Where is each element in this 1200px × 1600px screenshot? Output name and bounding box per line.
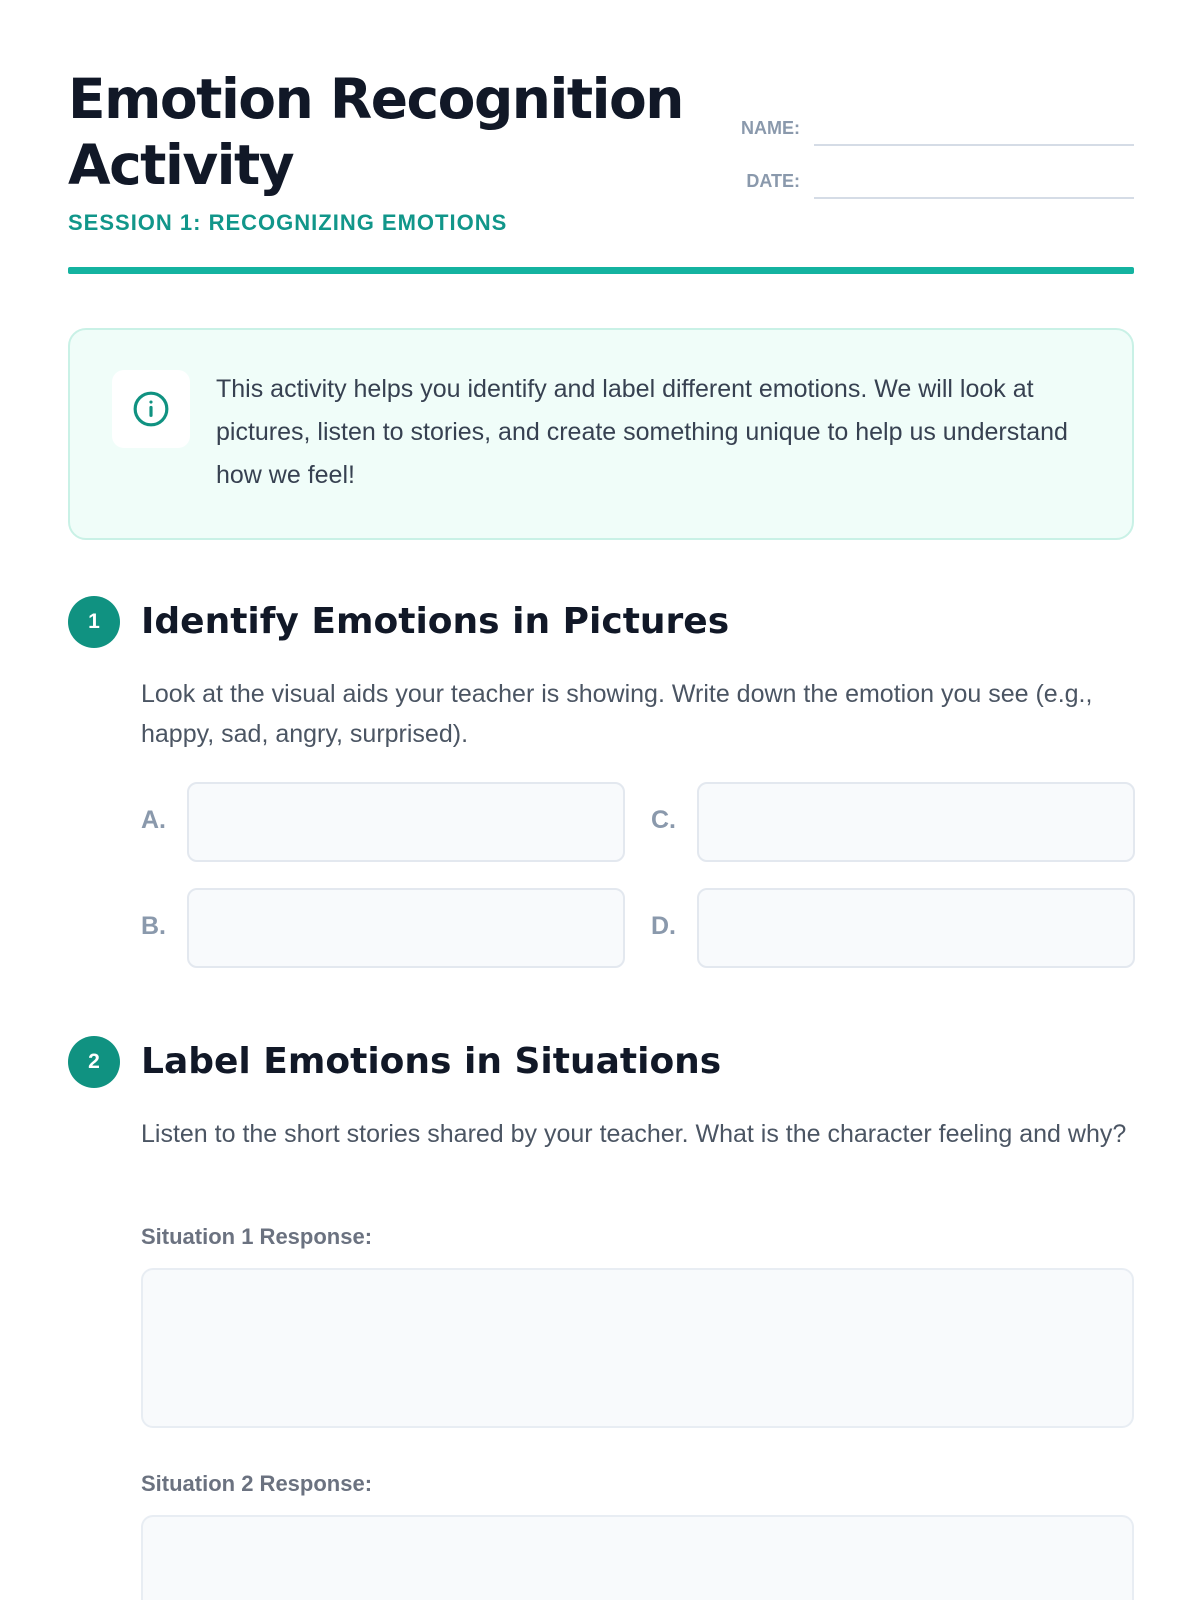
date-label: DATE:: [746, 171, 800, 191]
page-title: Emotion Recognition Activity: [68, 67, 683, 197]
situation-1-label: Situation 1 Response:: [141, 1224, 373, 1249]
student-info-fields: [714, 110, 1134, 216]
name-field-row: [714, 110, 1134, 163]
section-number-badge: 2: [68, 1036, 120, 1088]
section-title: Identify Emotions in Pictures: [141, 601, 730, 642]
section-label-emotions: [68, 1036, 1134, 1600]
picture-answers-grid: [141, 782, 1134, 968]
situation-2-response-input[interactable]: [141, 1515, 1134, 1600]
name-field[interactable]: [814, 144, 1134, 146]
info-icon-container: [112, 370, 190, 448]
situation-2-label: Situation 2 Response:: [141, 1471, 373, 1496]
answer-item-b: [141, 888, 637, 968]
session-subtitle: SESSION 1: RECOGNIZING EMOTIONS: [68, 210, 508, 235]
section-description: Listen to the short stories shared by your teacher. What is the character feeling and why?: [141, 1120, 1127, 1148]
section-number-badge: 1: [68, 596, 120, 648]
date-field[interactable]: [814, 197, 1134, 199]
answer-input-a[interactable]: [187, 782, 625, 862]
answer-input-c[interactable]: [697, 782, 1135, 862]
worksheet-page: [68, 0, 1134, 1600]
section-identify-emotions: [68, 596, 1134, 976]
answer-letter: C.: [651, 806, 676, 834]
section-title: Label Emotions in Situations: [141, 1041, 722, 1082]
answer-letter: D.: [651, 912, 676, 940]
answer-input-d[interactable]: [697, 888, 1135, 968]
section-description: Look at the visual aids your teacher is showing. Write down the emotion you see (e.g., happy, sad, angry, surprised).: [141, 680, 1093, 748]
answer-input-b[interactable]: [187, 888, 625, 968]
date-field-row: [714, 163, 1134, 216]
name-label: NAME:: [741, 118, 800, 138]
info-callout: [68, 328, 1134, 540]
answer-item-d: [651, 888, 1147, 968]
header-divider: [68, 267, 1134, 274]
answer-letter: B.: [141, 912, 166, 940]
info-text: This activity helps you identify and label different emotions. We will look at pictures, listen to stories, and create something unique to help us understand how we feel!: [216, 375, 1068, 489]
answer-letter: A.: [141, 806, 166, 834]
situation-1-response-input[interactable]: [141, 1268, 1134, 1428]
answer-item-c: [651, 782, 1147, 862]
worksheet-header: [68, 0, 1134, 274]
answer-item-a: [141, 782, 637, 862]
info-circle-icon: [132, 390, 170, 428]
